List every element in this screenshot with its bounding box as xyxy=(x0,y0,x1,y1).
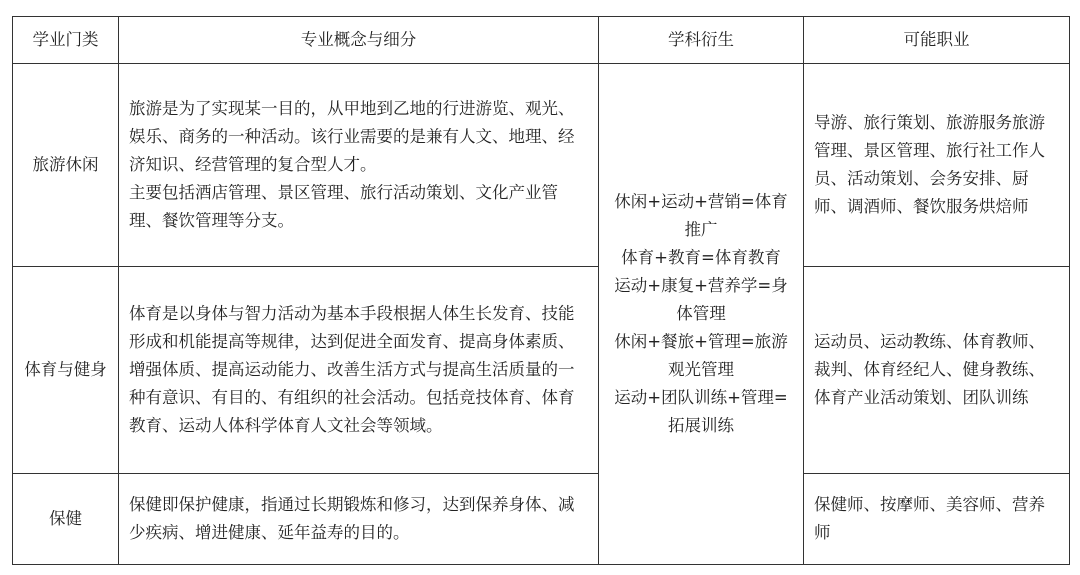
description-text: 旅游是为了实现某一目的，从甲地到乙地的行进游览、观光、娱乐、商务的一种活动。该行业需要的是兼有人文、地理、经济知识、经营管理的复合型人才。 xyxy=(129,99,575,174)
careers-cell: 导游、旅行策划、旅游服务旅游管理、景区管理、旅行社工作人员、活动策划、会务安排、厨师、调酒师、餐饮服务烘焙师 xyxy=(804,64,1070,267)
header-category: 学业门类 xyxy=(13,17,119,64)
category-cell: 保健 xyxy=(13,474,119,565)
description-text: 体育是以身体与智力活动为基本手段根据人体生长发育、技能形成和机能提高等规律，达到促进全面发育、提高身体素质、增强体质、提高运动能力、改善生活方式与提高生活质量的一种有意识、有目的、有组织的社会活动。包括竞技体育、体育教育、运动人体科学体育人文社会等领域。 xyxy=(129,304,575,435)
derivation-item: 运动+团队训练+管理=拓展训练 xyxy=(614,388,788,435)
header-row xyxy=(13,17,1070,64)
career-table xyxy=(12,16,1070,565)
derivation-item: 运动+康复+营养学=身体管理 xyxy=(614,276,788,323)
table-row xyxy=(13,267,1070,474)
derivation-item: 休闲+餐旅+管理=旅游观光管理 xyxy=(614,332,788,379)
description-text: 保健即保护健康，指通过长期锻炼和修习，达到保养身体、减少疾病、增进健康、延年益寿的目的。 xyxy=(129,495,575,542)
table-row xyxy=(13,474,1070,565)
description-text: 主要包括酒店管理、景区管理、旅行活动策划、文化产业管理、餐饮管理等分支。 xyxy=(129,183,558,230)
header-description: 专业概念与细分 xyxy=(119,17,599,64)
careers-cell: 运动员、运动教练、体育教师、裁判、体育经纪人、健身教练、体育产业活动策划、团队训练 xyxy=(804,267,1070,474)
category-cell: 旅游休闲 xyxy=(13,64,119,267)
description-cell xyxy=(119,267,599,474)
description-cell xyxy=(119,64,599,267)
header-careers: 可能职业 xyxy=(804,17,1070,64)
derivation-item: 体育+教育=体育教育 xyxy=(621,248,781,267)
category-cell: 体育与健身 xyxy=(13,267,119,474)
header-derivation: 学科衍生 xyxy=(599,17,804,64)
description-cell xyxy=(119,474,599,565)
table-row xyxy=(13,64,1070,267)
derivation-item: 休闲+运动+营销=体育推广 xyxy=(614,192,788,239)
derivation-cell xyxy=(599,64,804,565)
careers-cell: 保健师、按摩师、美容师、营养师 xyxy=(804,474,1070,565)
